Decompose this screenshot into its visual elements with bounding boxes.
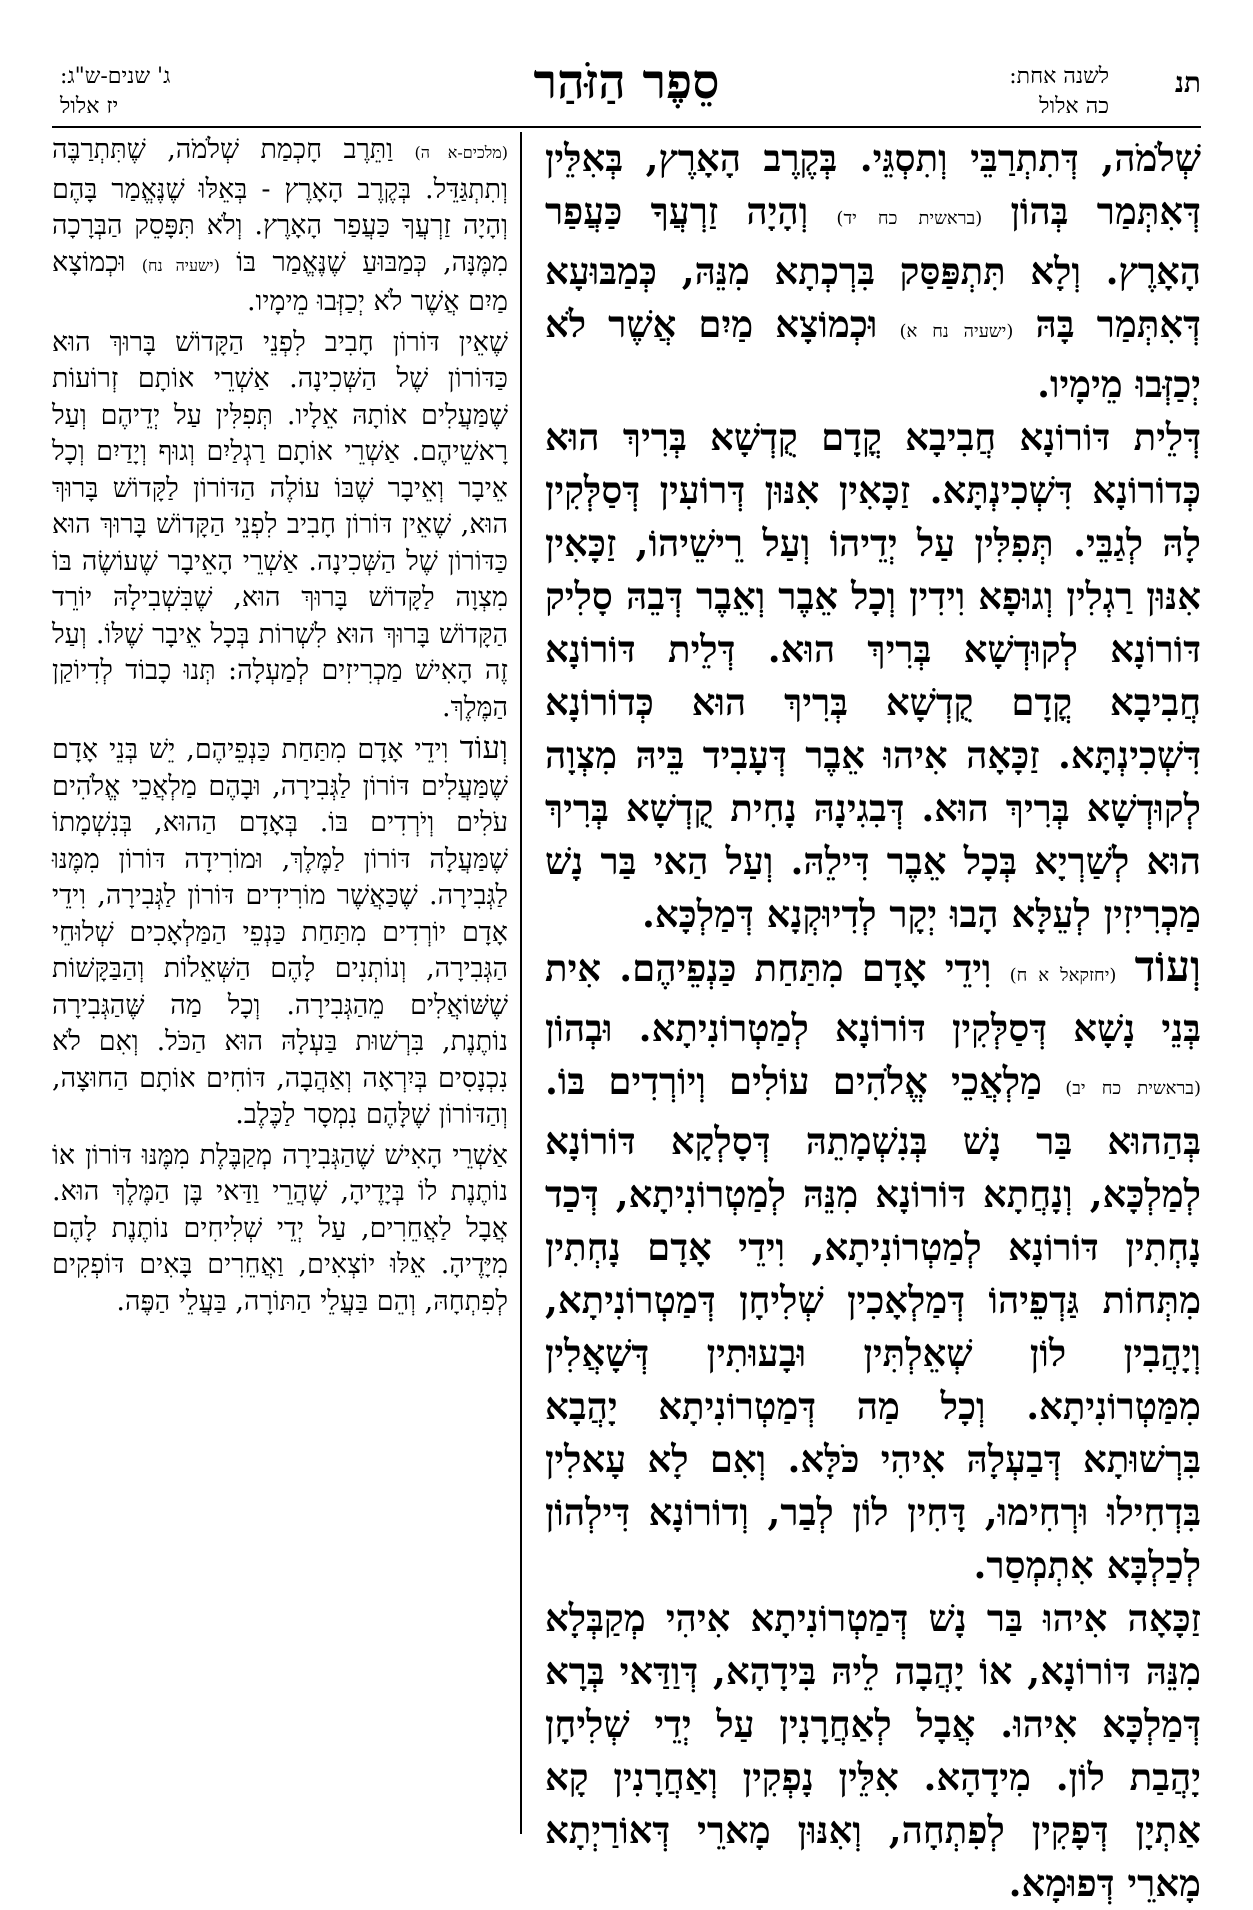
main-p3-ref2: (בראשית כח יב) xyxy=(1065,1078,1202,1099)
translation-p1-text: וַתֵּרֶב חָכְמַת שְׁלֹמֹה, שֶׁתִּתְרַבֶּה וְתִתְגַּדֵּל. בְּקֶרֶב הָאָרֶץ - בְּאֵלּוּ שֶׁנֶּאֱמַר בָּהֶם וְהָיָה זַרְעֲךָ כַּעֲפַר הָאָרֶץ. וְלֹא תִּפָּסֵק הַבְּרָכָה מִמֶּנָּה, כְּמַבּוּעַ שֶׁנֶּאֱמַר בּוֹ xyxy=(52,134,508,278)
translation-p1-ref2: (ישעיה נח) xyxy=(141,255,220,275)
header-left-line2: יז אלול xyxy=(60,94,119,119)
header-right-line1: לשנה אחת: xyxy=(1009,64,1109,89)
main-paragraph-3 xyxy=(545,941,1201,1592)
main-p1-ref1: (בראשית כח יד) xyxy=(836,208,983,229)
header-right-line2: כה אלול xyxy=(1039,94,1109,119)
main-paragraph-4: זַכָּאָה אִיהוּ בַּר נָשׁ דְּמַטְרוֹנִיתָא אִיהִי מְקַבְּלָא מִנֵּהּ דּוֹרוֹנָא, אוֹ יָהֲבָה לֵיהּ בִּידָהָא, דְּוַדַּאי בְּרָא דְּמַלְכָּא אִיהוּ. אֲבָל לְאַחֲרָנִין עַל יְדֵי שְׁלִיחָן יָהֲבַת לוֹן. מִידָהָא. אִלֵּין נָפְקִין וְאַחֲרָנִין קָא אַתְיָן דְּפָקִין לְפִתְחָה, וְאִנּוּן מָארֵי דְּאוֹרַיְתָא מָארֵי דְּפוּמָא. xyxy=(545,1596,1201,1905)
main-paragraph-2: דְּלֵית דּוֹרוֹנָא חֲבִיבָא קֳדָם קֻדְשָׁא בְּרִיךְ הוּא כְּדוֹרוֹנָא דִּשְׁכִינְתָּא. זַכָּאִין אִנּוּן דְּרוֹעִין דְּסַלְּקִין לָהּ לְגַבֵּי. תְּפִלִּין עַל יְדֵיהוֹ וְעַל רֵישֵׁיהוֹ, זַכָּאִין אִנּוּן רַגְלִין וְגוּפָא וִידִין וְכָל אֵבֶר וְאֵבֶר דְּבֵהּ סָלִיק דּוֹרוֹנָא לְקוּדְשָׁא בְּרִיךְ הוּא. דְּלֵית דּוֹרוֹנָא חֲבִיבָא קֳדָם קֻדְשָׁא בְּרִיךְ הוּא כְּדוֹרוֹנָא דִּשְׁכִינְתָּא. זַכָּאָה אִיהוּ אֵבֶר דְּעָבִיד בֵּיהּ מִצְוָה לְקוּדְשָׁא בְּרִיךְ הוּא. דְּבִגִינָהּ נָחִית קֻדְשָׁא בְּרִיךְ הוּא לְשַׁרְיָא בְּכָל אֵבֶר דִּילֵהּ. וְעַל הַאי בַּר נָשׁ מַכְרִיזִין לְעֵלָּא הָבוּ יְקָר לְדִיוּקְנָא דְּמַלְכָּא. xyxy=(545,415,1201,936)
main-p3-ref1: (יחזקאל א ח) xyxy=(1009,965,1117,986)
translation-paragraph-4: אַשְׁרֵי הָאִישׁ שֶׁהַגְּבִירָה מְקַבֶּלֶת מִמֶּנּוּ דּוֹרוֹן אוֹ נוֹתֶנֶת לוֹ בְּיָדֶיהָ, שֶׁהֲרֵי וַדַּאי בֶּן הַמֶּלֶךְ הוּא. אֲבָל לַאֲחֵרִים, עַל יְדֵי שְׁלִיחִים נוֹתֶנֶת לָהֶם מִיָּדֶיהָ. אֵלּוּ יוֹצְאִים, וַאֲחֵרִים בָּאִים דּוֹפְקִים לְפִתְחָהּ, וְהֵם בַּעֲלֵי הַתּוֹרָה, בַּעֲלֵי הַפֶּה. xyxy=(52,1139,508,1317)
header-left-line1: ג' שנים-ש"ג: xyxy=(60,64,171,89)
page-header xyxy=(52,52,1201,132)
main-p1-text2: וְהָיָה זַרְעֲךָ כַּעֲפַר הָאָרֶץ. וְלָא תִּתְפַּסַּק בִּרְכְתָא מִנֵּהּ, כְּמַבּוּעָא דְּאִתְּמַר בָּהּ xyxy=(545,189,1201,346)
translation-p3-lead: וְעוֹד xyxy=(459,730,508,766)
translation-p1-ref1: (מלכים-א ה) xyxy=(414,143,509,162)
translation-p3-text: וִידֵי אָדָם מִתַּחַת כַּנְפֵיהֶם, יֵשׁ בְּנֵי אָדָם שֶׁמַּעֲלִים דּוֹרוֹן לַגְּבִירָה, וּבָהֶם מַלְאֲכֵי אֱלֹהִים עֹלִים וְיֹרְדִים בּוֹ. בְּאָדָם הַהוּא, בְּנִשְׁמָתוֹ שֶׁמַּעֲלָה דּוֹרוֹן לַמֶּלֶךְ, וּמוֹרִידָה דּוֹרוֹן מִמֶּנּוּ לַגְּבִירָה. שֶׁכַּאֲשֶׁר מוֹרִידִים דּוֹרוֹן לַגְּבִירָה, וִידֵי אָדָם יוֹרְדִים מִתַּחַת כַּנְפֵי הַמַּלְאָכִים שְׁלוּחֵי הַגְּבִירָה, וְנוֹתְנִים לָהֶם הַשְּׁאֵלוֹת וְהַבַּקָּשׁוֹת שֶׁשּׁוֹאֲלִים מֵהַגְּבִירָה. וְכָל מַה שֶּׁהַגְּבִירָה נוֹתֶנֶת, בִּרְשׁוּת בַּעְלָהּ הוּא הַכֹּל. וְאִם לֹא נִכְנָסִים בְּיִרְאָה וְאַהֲבָה, דּוֹחִים אוֹתָם הַחוּצָה, וְהַדּוֹרוֹן שֶׁלָּהֶם נִמְסָר לַכֶּלֶב. xyxy=(52,734,508,1130)
main-p1-ref2: (ישעיה נח א) xyxy=(899,321,1014,342)
main-p3-text2: מַלְאֲכֵי אֱלֹהִים עוֹלִים וְיוֹרְדִים בּוֹ. בְּהַהוּא בַּר נָשׁ בְּנִשְׁמָתֵהּ דְּסָלְקָא דּוֹרוֹנָא לְמַלְכָּא, וְנָחֲתָא דּוֹרוֹנָא מִנֵּהּ לְמַטְרוֹנִיתָא, דְּכַד נָחְתִין דּוֹרוֹנָא לְמַטְרוֹנִיתָא, וִידֵי אָדָם נָחְתִין מִתְּחוֹת גַּדְפֵיהוֹ דְּמַלְאָכִין שְׁלִיחָן דְּמַטְרוֹנִיתָא, וְיָהֲבִין לוֹן שְׁאֵלְתִּין וּבָעוּתִין דְּשָׁאֲלִין מִמַּטְרוֹנִיתָא. וְכָל מַה דְּמַטְרוֹנִיתָא יָהֲבָא בִּרְשׁוּתָא דְּבַעְלָהּ אִיהִי כֹּלָּא. וְאִם לָא עָאלִין בִּדְחִילוּ וּרְחִימוּ, דָּחִין לוֹן לְבַר, וְדוֹרוֹנָא דִּילְהוֹן לְכַלְבָּא אִתְמְסַר. xyxy=(545,1059,1201,1587)
translation-paragraph-3 xyxy=(52,730,508,1134)
translation-p1-text2: וּכְמוֹצָא מַיִם אֲשֶׁר לֹא יְכַזְּבוּ מֵימָיו. xyxy=(52,246,508,317)
main-p1-text3: וּכְמוֹצָא מַיִם אֲשֶׁר לֹא יְכַזְּבוּ מֵימָיו. xyxy=(545,302,1201,406)
page-number: תנ xyxy=(1174,66,1201,99)
translation-paragraph-2: שֶׁאֵין דּוֹרוֹן חָבִיב לִפְנֵי הַקָּדוֹשׁ בָּרוּךְ הוּא כַּדּוֹרוֹן שֶׁל הַשְּׁכִינָה. אַשְׁרֵי אוֹתָם זְרוֹעוֹת שֶׁמַּעֲלִים אוֹתָהּ אֵלָיו. תְּפִלִּין עַל יְדֵיהֶם וְעַל רָאשֵׁיהֶם. אַשְׁרֵי אוֹתָם רַגְלַיִם וְגוּף וְיָדַיִם וְכָל אֵיבָר וְאֵיבָר שֶׁבּוֹ עוֹלֶה הַדּוֹרוֹן לַקָּדוֹשׁ בָּרוּךְ הוּא, שֶׁאֵין דּוֹרוֹן חָבִיב לִפְנֵי הַקָּדוֹשׁ בָּרוּךְ הוּא כַּדּוֹרוֹן שֶׁל הַשְּׁכִינָה. אַשְׁרֵי הָאֵיבָר שֶׁעוֹשֶׂה בּוֹ מִצְוָה לַקָּדוֹשׁ בָּרוּךְ הוּא, שֶׁבִּשְׁבִילָהּ יוֹרֵד הַקָּדוֹשׁ בָּרוּךְ הוּא לִשְׁרוֹת בְּכָל אֵיבָר שֶׁלּוֹ. וְעַל זֶה הָאִישׁ מַכְרִיזִים לְמַעְלָה: תְּנוּ כָבוֹד לְדִיוֹקַן הַמֶּלֶךְ. xyxy=(52,326,508,723)
column-divider xyxy=(520,132,522,1834)
main-text-column xyxy=(545,132,1202,1905)
main-p1-text: שְׁלֹמֹה, דְּתִתְרַבֵּי וְתִסְגֵּי. בְּקֶרֶב הָאָרֶץ, בְּאִלֵּין דְּאִתְּמַר בְּהוֹן xyxy=(545,136,1201,233)
main-paragraph-1 xyxy=(545,132,1201,411)
header-rule xyxy=(52,126,1201,128)
header-left-dates xyxy=(60,62,170,122)
translation-column xyxy=(52,132,508,1844)
main-p3-text: וִידֵי אָדָם מִתַּחַת כַּנְפֵיהֶם. אִית בְּנֵי נָשָׁא דְּסַלְּקִין דּוֹרוֹנָא לְמַטְרוֹנִיתָא. וּבְהוֹן xyxy=(545,946,1201,1050)
translation-paragraph-1 xyxy=(52,132,508,321)
main-p3-lead: וְעוֹד xyxy=(1134,942,1201,992)
book-title: סֵפֶר הַזֹּהַר xyxy=(533,54,720,110)
